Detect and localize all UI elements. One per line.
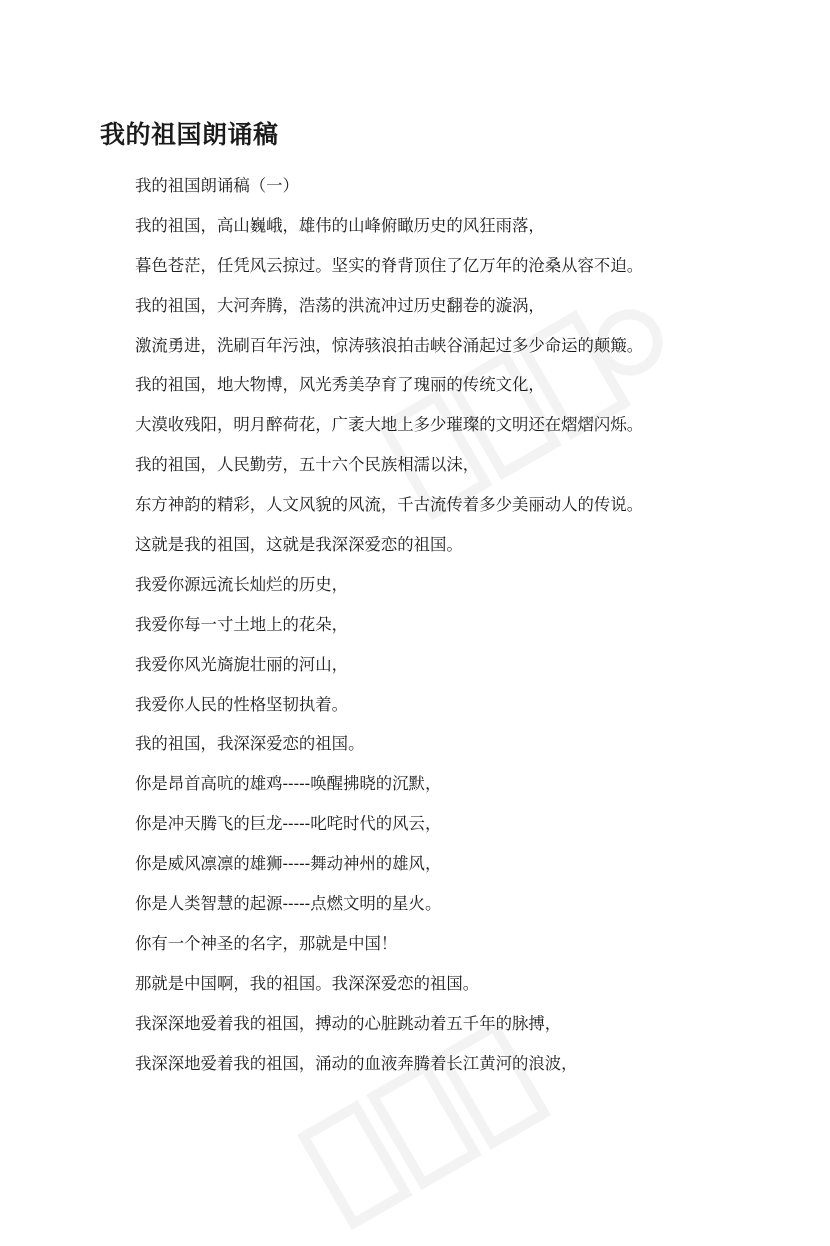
text-line: 我的祖国，人民勤劳，五十六个民族相濡以沫， [135,455,480,475]
text-line: 激流勇进，洗刷百年污浊，惊涛骇浪拍击峡谷涌起过多少命运的颠簸。 [135,335,644,355]
text-line: 我的祖国，大河奔腾，浩荡的洪流冲过历史翻卷的漩涡， [135,295,545,315]
text-line: 我深深地爱着我的祖国，涌动的血液奔腾着长江黄河的浪波， [135,1053,578,1073]
text-line: 我的祖国，我深深爱恋的祖国。 [135,734,365,754]
text-line: 暮色苍茫，任凭风云掠过。坚实的脊背顶住了亿万年的沧桑从容不迫。 [135,255,644,275]
text-line: 我爱你风光旖旎壮丽的河山， [135,654,349,674]
text-line: 你有一个神圣的名字，那就是中国！ [135,933,398,953]
text-line: 我的祖国朗诵稿（一） [135,176,299,195]
text-line: 我的祖国，高山巍峨，雄伟的山峰俯瞰历史的风狂雨落， [135,215,545,235]
poem-body [135,166,643,1083]
text-line: 我爱你人民的性格坚韧执着。 [135,694,349,714]
text-line: 你是昂首高吭的雄鸡-----唤醒拂晓的沉默， [135,774,442,794]
text-line: 我爱你源远流长灿烂的历史， [135,574,349,594]
text-line: 我深深地爱着我的祖国，搏动的心脏跳动着五千年的脉搏， [135,1013,562,1033]
text-line: 这就是我的祖国，这就是我深深爱恋的祖国。 [135,535,463,555]
text-line: 你是威风凛凛的雄狮-----舞动神州的雄风， [135,854,442,874]
document-title: 我的祖国朗诵稿 [100,119,279,149]
text-line: 东方神韵的精彩，人文风貌的风流，千古流传着多少美丽动人的传说。 [135,495,644,515]
text-line: 我爱你每一寸土地上的花朵， [135,614,349,634]
text-line: 我的祖国，地大物博，风光秀美孕育了瑰丽的传统文化， [135,375,545,395]
text-line: 你是人类智慧的起源-----点燃文明的星火。 [135,894,442,914]
text-line: 那就是中国啊，我的祖国。我深深爱恋的祖国。 [135,973,480,993]
text-line: 你是冲天腾飞的巨龙-----叱咤时代的风云， [135,814,442,834]
text-line: 大漠收残阳，明月醉荷花，广袤大地上多少璀璨的文明还在熠熠闪烁。 [135,415,644,435]
